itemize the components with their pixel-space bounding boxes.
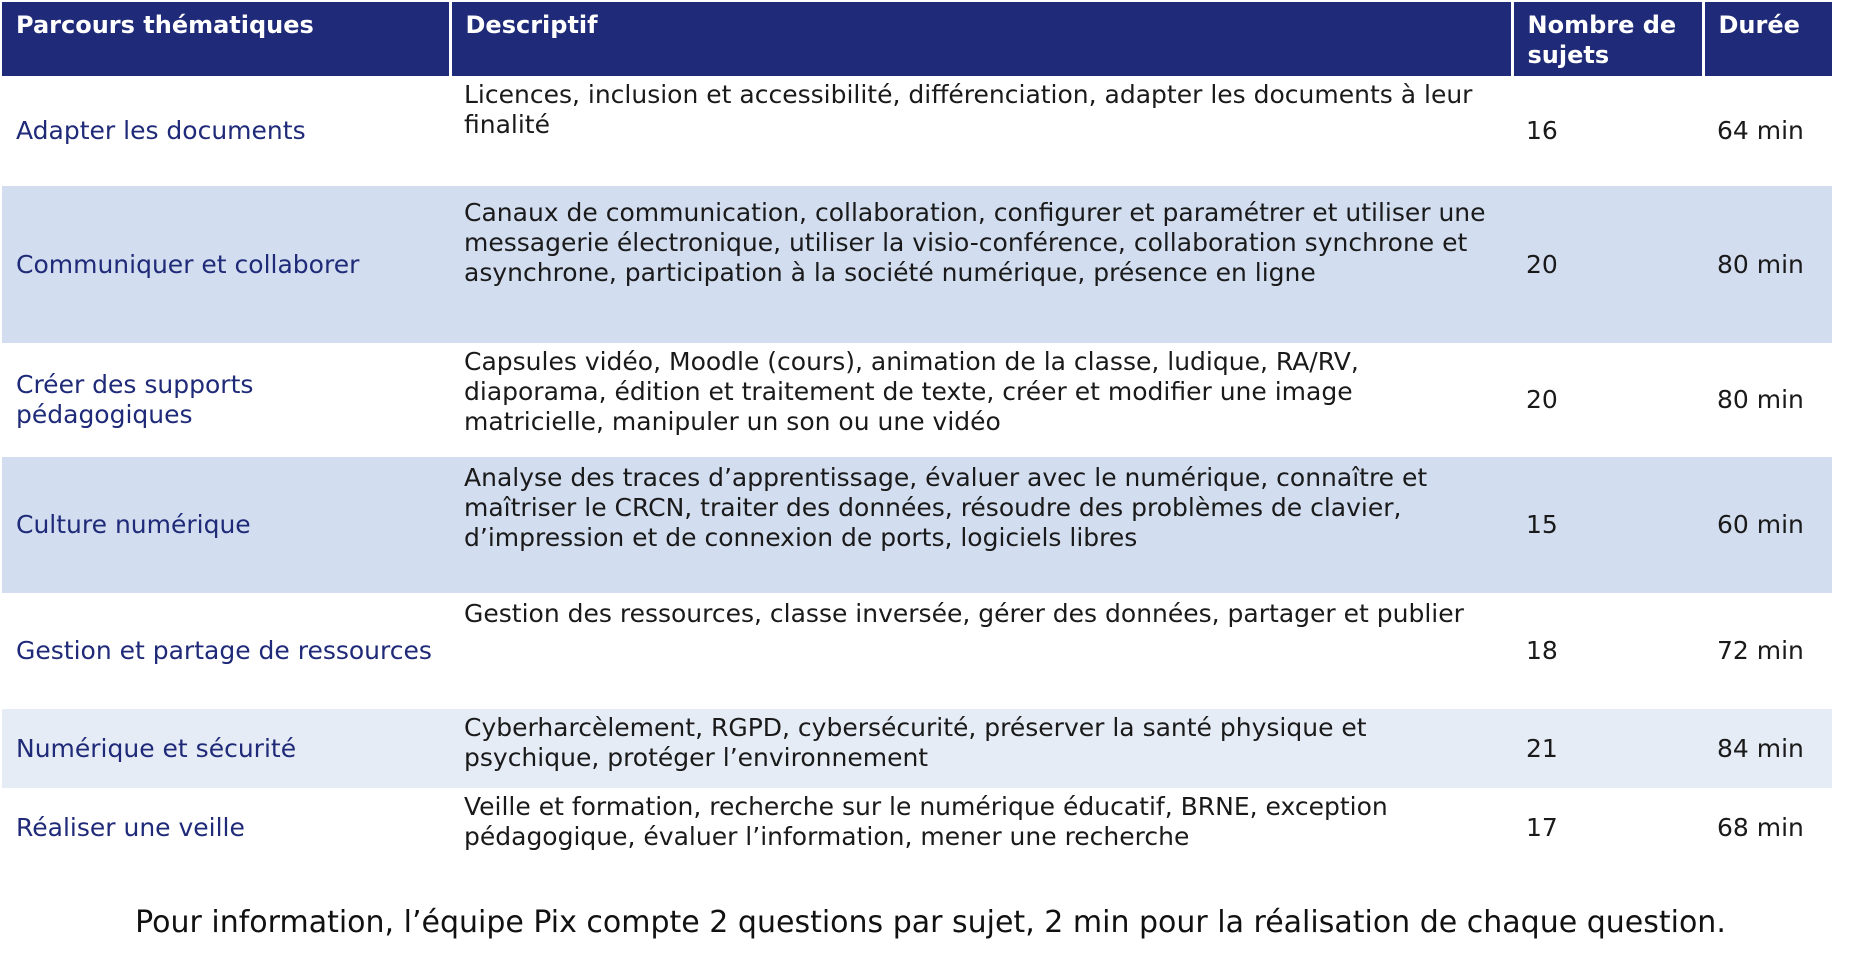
row-theme: Communiquer et collaborer xyxy=(2,186,450,343)
row-duration: 72 min xyxy=(1717,636,1804,665)
table-row xyxy=(2,186,1832,343)
table-row xyxy=(2,709,1832,788)
row-theme: Numérique et sécurité xyxy=(2,709,450,788)
row-description: Analyse des traces d’apprentissage, évaluer avec le numérique, connaître et maîtriser le CRCN, traiter des données, résoudre des problèmes de clavier, d’impression et de connexion de ports, logiciels libres xyxy=(450,457,1512,593)
parcours-table-container xyxy=(2,2,1832,867)
row-count: 20 xyxy=(1526,385,1558,414)
row-duration: 80 min xyxy=(1703,186,1832,343)
row-description: Licences, inclusion et accessibilité, différenciation, adapter les documents à leur finalité xyxy=(464,80,1473,139)
parcours-table xyxy=(2,2,1832,867)
row-theme: Culture numérique xyxy=(2,457,450,593)
row-count: 21 xyxy=(1512,709,1703,788)
table-row xyxy=(2,343,1832,457)
table-row xyxy=(2,593,1832,709)
row-theme: Créer des supports pédagogiques xyxy=(16,370,254,429)
header-duree: Durée xyxy=(1703,2,1832,76)
row-description: Cyberharcèlement, RGPD, cybersécurité, préserver la santé physique et psychique, protéger l’environnement xyxy=(450,709,1512,788)
row-duration: 60 min xyxy=(1703,457,1832,593)
row-count: 18 xyxy=(1526,636,1558,665)
row-description: Canaux de communication, collaboration, configurer et paramétrer et utiliser une messagerie électronique, utiliser la visio-conférence, collaboration synchrone et asynchrone, participation à la société numérique, présence en ligne xyxy=(450,186,1512,343)
row-theme: Adapter les documents xyxy=(16,116,306,145)
row-duration: 68 min xyxy=(1717,812,1804,842)
header-nombre-sujets: Nombre de sujets xyxy=(1512,2,1703,76)
row-description: Gestion des ressources, classe inversée, gérer des données, partager et publier xyxy=(464,599,1464,628)
table-header-row xyxy=(2,2,1832,76)
row-theme: Réaliser une veille xyxy=(16,812,245,842)
row-count: 16 xyxy=(1526,116,1558,145)
footnote-text: Pour information, l’équipe Pix compte 2 questions par sujet, 2 min pour la réalisation de chaque question. xyxy=(135,905,1726,940)
header-parcours: Parcours thématiques xyxy=(2,2,450,76)
row-count: 15 xyxy=(1512,457,1703,593)
row-description: Veille et formation, recherche sur le numérique éducatif, BRNE, exception pédagogique, évaluer l’information, mener une recherche xyxy=(464,792,1388,851)
table-row xyxy=(2,76,1832,186)
table-row xyxy=(2,457,1832,593)
row-theme: Gestion et partage de ressources xyxy=(16,636,432,665)
header-descriptif: Descriptif xyxy=(450,2,1512,76)
row-duration: 80 min xyxy=(1717,385,1804,414)
table-row xyxy=(2,788,1832,867)
row-count: 20 xyxy=(1512,186,1703,343)
row-description: Capsules vidéo, Moodle (cours), animation de la classe, ludique, RA/RV, diaporama, édition et traitement de texte, créer et modifier une image matricielle, manipuler un son ou une vidéo xyxy=(464,347,1359,436)
row-count: 17 xyxy=(1526,812,1558,842)
row-duration: 84 min xyxy=(1703,709,1832,788)
row-duration: 64 min xyxy=(1717,116,1804,145)
